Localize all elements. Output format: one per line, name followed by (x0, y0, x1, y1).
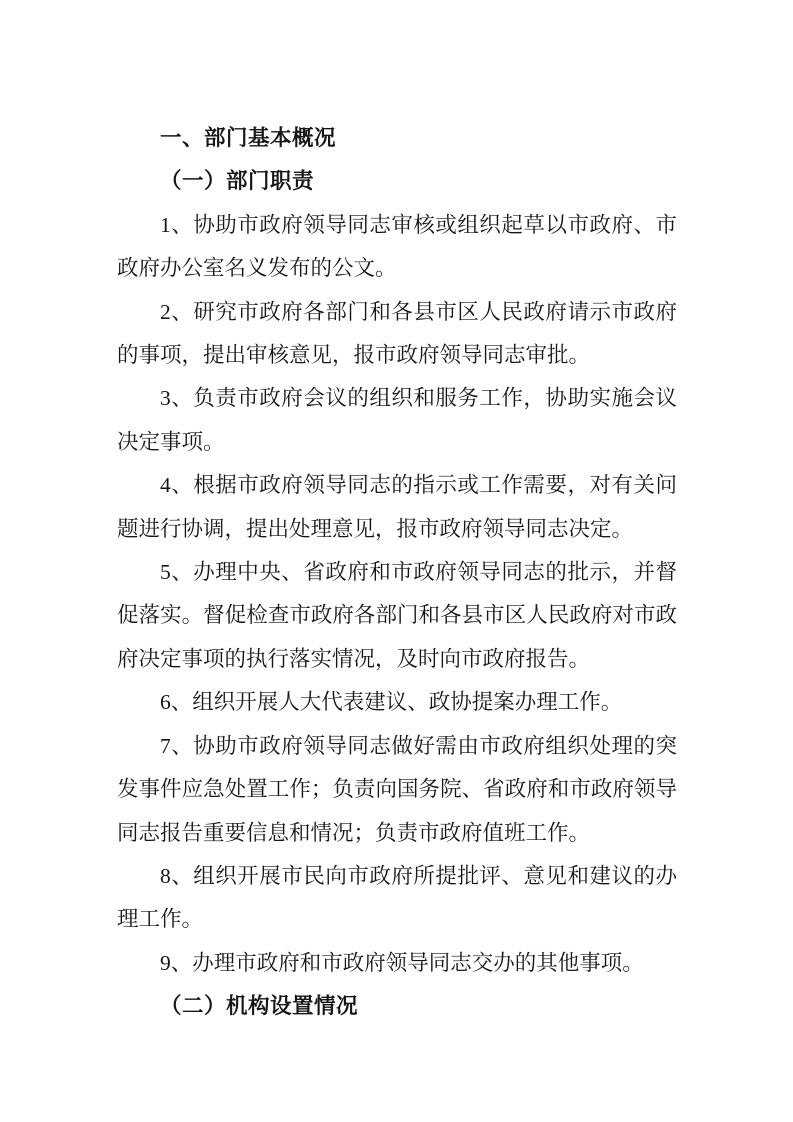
paragraph-duty-9: 9、办理市政府和市政府领导同志交办的其他事项。 (160, 950, 644, 975)
heading-organization-setup: （二）机构设置情况 (160, 994, 359, 1019)
heading-department-duties: （一）部门职责 (160, 169, 315, 194)
paragraph-duty-3: 3、负责市政府会议的组织和服务工作，协助实施会议决定事项。 (117, 386, 677, 454)
paragraph-duty-8: 8、组织开展市民向市政府所提批评、意见和建议的办理工作。 (117, 863, 677, 932)
paragraph-duty-7: 7、协助市政府领导同志做好需由市政府组织处理的突发事件应急处置工作；负责向国务院、省政府和市政府领导同志报告重要信息和情况；负责市政府值班工作。 (117, 733, 677, 845)
paragraph-duty-5: 5、办理中央、省政府和市政府领导同志的批示，并督促落实。督促检查市政府各部门和各县市区人民政府对市政府决定事项的执行落实情况，及时向市政府报告。 (117, 560, 677, 671)
paragraph-duty-6: 6、组织开展人大代表建议、政协提案办理工作。 (160, 690, 623, 715)
heading-department-overview: 一、部门基本概况 (160, 126, 337, 150)
document-content (117, 117, 677, 1029)
paragraph-duty-2: 2、研究市政府各部门和各县市区人民政府请示市政府的事项，提出审核意见，报市政府领导同志审批。 (117, 299, 677, 368)
paragraph-duty-4: 4、根据市政府领导同志的指示或工作需要，对有关问题进行协调，提出处理意见，报市政府领导同志决定。 (117, 473, 677, 541)
paragraph-duty-1: 1、协助市政府领导同志审核或组织起草以市政府、市政府办公室名义发布的公文。 (117, 212, 677, 281)
